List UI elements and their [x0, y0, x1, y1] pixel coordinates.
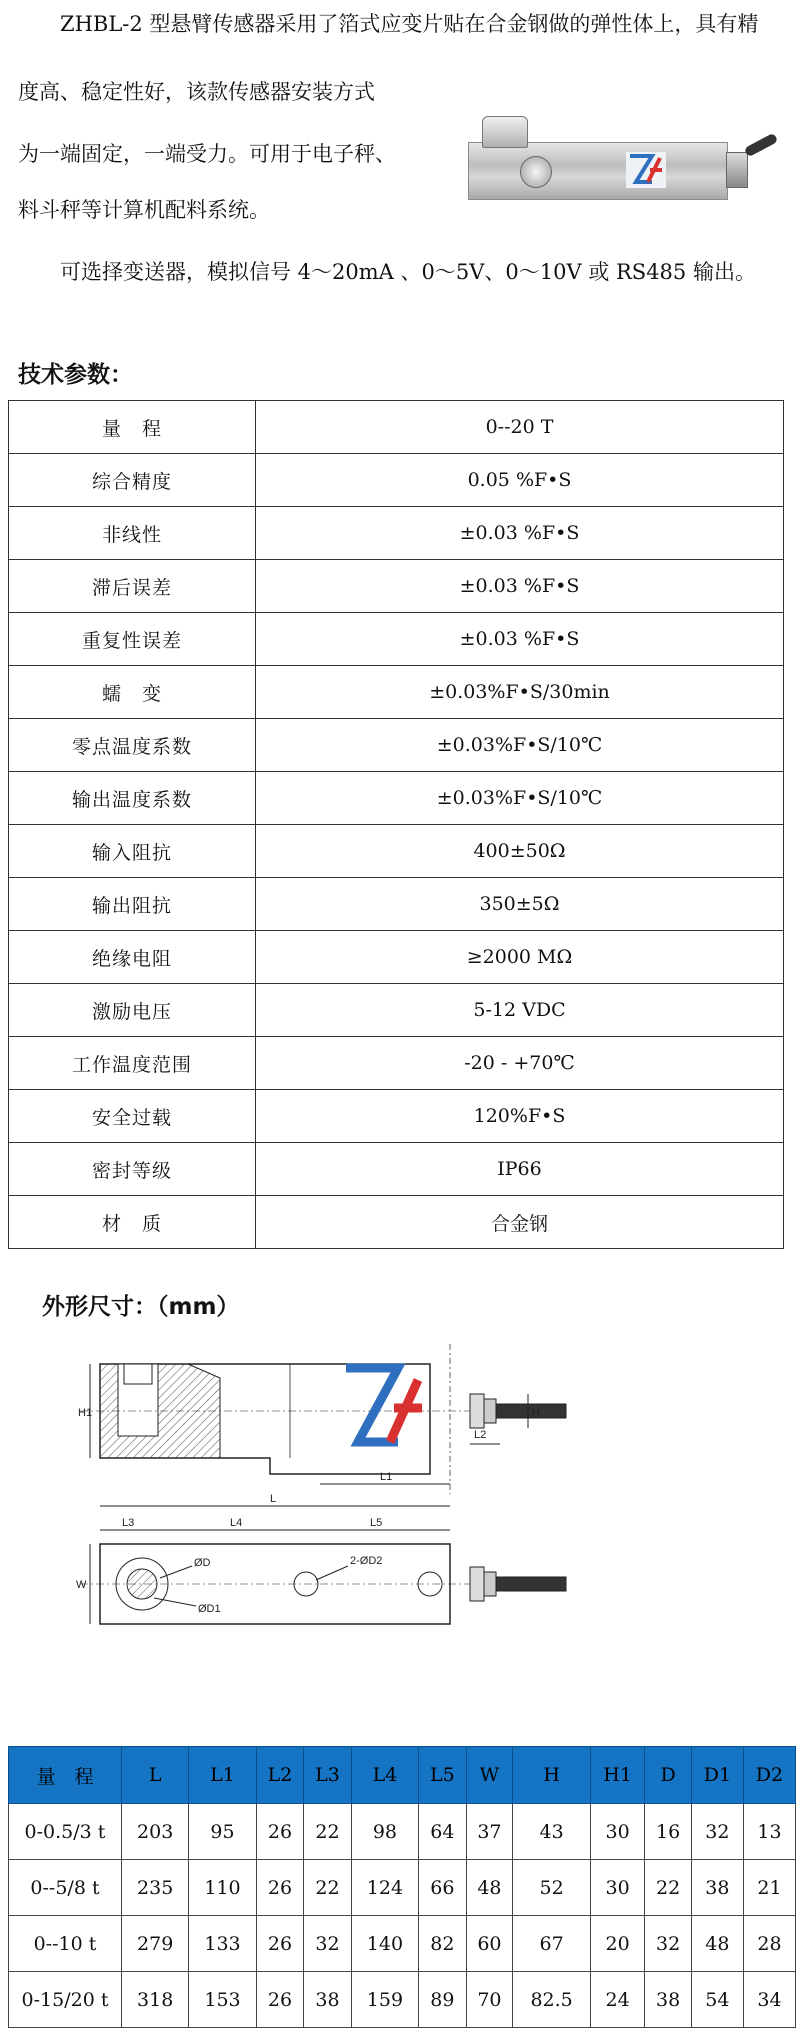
label-D1: ØD1 [198, 1603, 221, 1615]
spec-key: 重复性误差 [9, 613, 256, 666]
size-cell: 38 [304, 1972, 352, 2028]
top-view [80, 1530, 566, 1624]
size-cell: 28 [743, 1916, 795, 1972]
sensor-cap [482, 116, 528, 148]
size-cell: 30 [590, 1860, 644, 1916]
size-cell: 22 [304, 1804, 352, 1860]
size-header-cell: L2 [256, 1747, 304, 1804]
spec-value: -20 - +70℃ [256, 1037, 784, 1090]
size-cell: 89 [419, 1972, 467, 2028]
label-L4: L4 [230, 1517, 243, 1529]
spec-value: 合金钢 [256, 1196, 784, 1249]
spec-value: 350±5Ω [256, 878, 784, 931]
size-cell: 30 [590, 1804, 644, 1860]
size-cell: 38 [691, 1860, 743, 1916]
spec-row [9, 984, 784, 1037]
spec-row [9, 878, 784, 931]
spec-row [9, 1143, 784, 1196]
spec-row [9, 1037, 784, 1090]
size-cell: 70 [466, 1972, 513, 2028]
size-cell: 48 [691, 1916, 743, 1972]
size-cell: 20 [590, 1916, 644, 1972]
spec-row [9, 1090, 784, 1143]
intro-line: 料斗秤等计算机配料系统。 [18, 198, 270, 222]
spec-key: 材 质 [9, 1196, 256, 1249]
spec-key: 零点温度系数 [9, 719, 256, 772]
size-cell: 37 [466, 1804, 513, 1860]
size-header-cell: L [122, 1747, 189, 1804]
brand-logo [626, 152, 666, 188]
size-cell: 82 [419, 1916, 467, 1972]
size-cell: 82.5 [513, 1972, 591, 2028]
spec-row [9, 401, 784, 454]
spec-value: 0--20 T [256, 401, 784, 454]
size-cell: 318 [122, 1972, 189, 2028]
spec-row [9, 772, 784, 825]
label-D: ØD [194, 1557, 211, 1569]
size-header-cell: 量 程 [9, 1747, 122, 1804]
size-cell: 43 [513, 1804, 591, 1860]
size-row [9, 1804, 796, 1860]
size-cell: 26 [256, 1972, 304, 2028]
spec-key: 密封等级 [9, 1143, 256, 1196]
intro-line: 为一端固定，一端受力。可用于电子秤、 [18, 142, 396, 166]
size-header-cell: L1 [189, 1747, 256, 1804]
size-cell: 67 [513, 1916, 591, 1972]
size-header-cell: H1 [590, 1747, 644, 1804]
label-W: W [76, 1579, 87, 1591]
size-cell: 52 [513, 1860, 591, 1916]
intro-line: 可选择变送器，模拟信号 4～20mA 、0～5V、0～10V 或 RS485 输出。 [60, 260, 756, 284]
drawing-logo [346, 1368, 422, 1442]
spec-row [9, 719, 784, 772]
size-cell: 95 [189, 1804, 256, 1860]
size-cell: 54 [691, 1972, 743, 2028]
size-cell: 0-0.5/3 t [9, 1804, 122, 1860]
cable [744, 133, 779, 158]
spec-key: 绝缘电阻 [9, 931, 256, 984]
spec-row [9, 1196, 784, 1249]
size-cell: 235 [122, 1860, 189, 1916]
intro-line: ZHBL-2 型悬臂传感器采用了箔式应变片贴在合金钢做的弹性体上，具有精 [60, 12, 759, 36]
label-D2: 2-ØD2 [350, 1555, 383, 1567]
size-cell: 0--5/8 t [9, 1860, 122, 1916]
label-L: L [270, 1493, 277, 1505]
size-cell: 153 [189, 1972, 256, 2028]
size-cell: 16 [645, 1804, 692, 1860]
label-L5: L5 [370, 1517, 383, 1529]
size-cell: 13 [743, 1804, 795, 1860]
spec-key: 工作温度范围 [9, 1037, 256, 1090]
size-header-cell: L4 [351, 1747, 418, 1804]
spec-value: IP66 [256, 1143, 784, 1196]
spec-value: 5-12 VDC [256, 984, 784, 1037]
spec-table [8, 400, 784, 1249]
size-cell: 279 [122, 1916, 189, 1972]
product-photo [462, 112, 778, 208]
size-row [9, 1860, 796, 1916]
size-cell: 26 [256, 1804, 304, 1860]
tech-heading: 技术参数： [18, 362, 133, 388]
label-L3: L3 [122, 1517, 135, 1529]
size-cell: 159 [351, 1972, 418, 2028]
spec-row [9, 666, 784, 719]
size-cell: 110 [189, 1860, 256, 1916]
size-header-cell: D [645, 1747, 692, 1804]
dimension-heading: 外形尺寸：（mm） [42, 1294, 240, 1320]
size-header-cell: H [513, 1747, 591, 1804]
spec-value: 120%F•S [256, 1090, 784, 1143]
spec-value: ±0.03%F•S/10℃ [256, 772, 784, 825]
size-header-cell: D2 [743, 1747, 795, 1804]
size-cell: 32 [304, 1916, 352, 1972]
size-cell: 34 [743, 1972, 795, 2028]
label-L1: L1 [380, 1471, 393, 1483]
spec-row [9, 507, 784, 560]
size-cell: 48 [466, 1860, 513, 1916]
spec-key: 滞后误差 [9, 560, 256, 613]
spec-row [9, 825, 784, 878]
size-cell: 124 [351, 1860, 418, 1916]
size-row [9, 1916, 796, 1972]
spec-key: 量 程 [9, 401, 256, 454]
cable-gland [726, 152, 748, 188]
size-cell: 60 [466, 1916, 513, 1972]
size-header-cell: W [466, 1747, 513, 1804]
size-cell: 0--10 t [9, 1916, 122, 1972]
spec-key: 蠕 变 [9, 666, 256, 719]
size-cell: 32 [691, 1804, 743, 1860]
spec-row [9, 931, 784, 984]
spec-row [9, 613, 784, 666]
spec-key: 输出阻抗 [9, 878, 256, 931]
spec-key: 输出温度系数 [9, 772, 256, 825]
size-cell: 203 [122, 1804, 189, 1860]
spec-key: 激励电压 [9, 984, 256, 1037]
spec-row [9, 560, 784, 613]
spec-value: ±0.03%F•S/30min [256, 666, 784, 719]
size-header-cell: D1 [691, 1747, 743, 1804]
size-cell: 140 [351, 1916, 418, 1972]
size-cell: 0-15/20 t [9, 1972, 122, 2028]
spec-key: 综合精度 [9, 454, 256, 507]
intro-line: 度高、稳定性好，该款传感器安装方式 [18, 80, 375, 104]
spec-value: 0.05 %F•S [256, 454, 784, 507]
sensor-body [468, 142, 728, 200]
size-cell: 22 [304, 1860, 352, 1916]
size-cell: 66 [419, 1860, 467, 1916]
spec-value: ±0.03%F•S/10℃ [256, 719, 784, 772]
size-cell: 22 [645, 1860, 692, 1916]
size-cell: 98 [351, 1804, 418, 1860]
size-cell: 26 [256, 1860, 304, 1916]
size-header-cell: L5 [419, 1747, 467, 1804]
size-cell: 64 [419, 1804, 467, 1860]
size-cell: 26 [256, 1916, 304, 1972]
dimension-drawing [70, 1334, 760, 1654]
size-cell: 32 [645, 1916, 692, 1972]
spec-value: ±0.03 %F•S [256, 560, 784, 613]
spec-key: 输入阻抗 [9, 825, 256, 878]
spec-value: ±0.03 %F•S [256, 613, 784, 666]
spec-value: ≥2000 MΩ [256, 931, 784, 984]
size-cell: 21 [743, 1860, 795, 1916]
label-H: H [532, 1407, 540, 1419]
size-cell: 133 [189, 1916, 256, 1972]
spec-key: 安全过载 [9, 1090, 256, 1143]
spec-row [9, 454, 784, 507]
spec-key: 非线性 [9, 507, 256, 560]
size-cell: 38 [645, 1972, 692, 2028]
sensor-hole [520, 156, 552, 188]
size-row [9, 1972, 796, 2028]
side-view [80, 1344, 566, 1506]
size-header-cell: L3 [304, 1747, 352, 1804]
size-table-header [9, 1747, 796, 1804]
spec-value: ±0.03 %F•S [256, 507, 784, 560]
spec-value: 400±50Ω [256, 825, 784, 878]
size-cell: 24 [590, 1972, 644, 2028]
label-H1: H1 [78, 1407, 93, 1419]
label-L2: L2 [474, 1429, 487, 1441]
size-table [8, 1746, 796, 2028]
